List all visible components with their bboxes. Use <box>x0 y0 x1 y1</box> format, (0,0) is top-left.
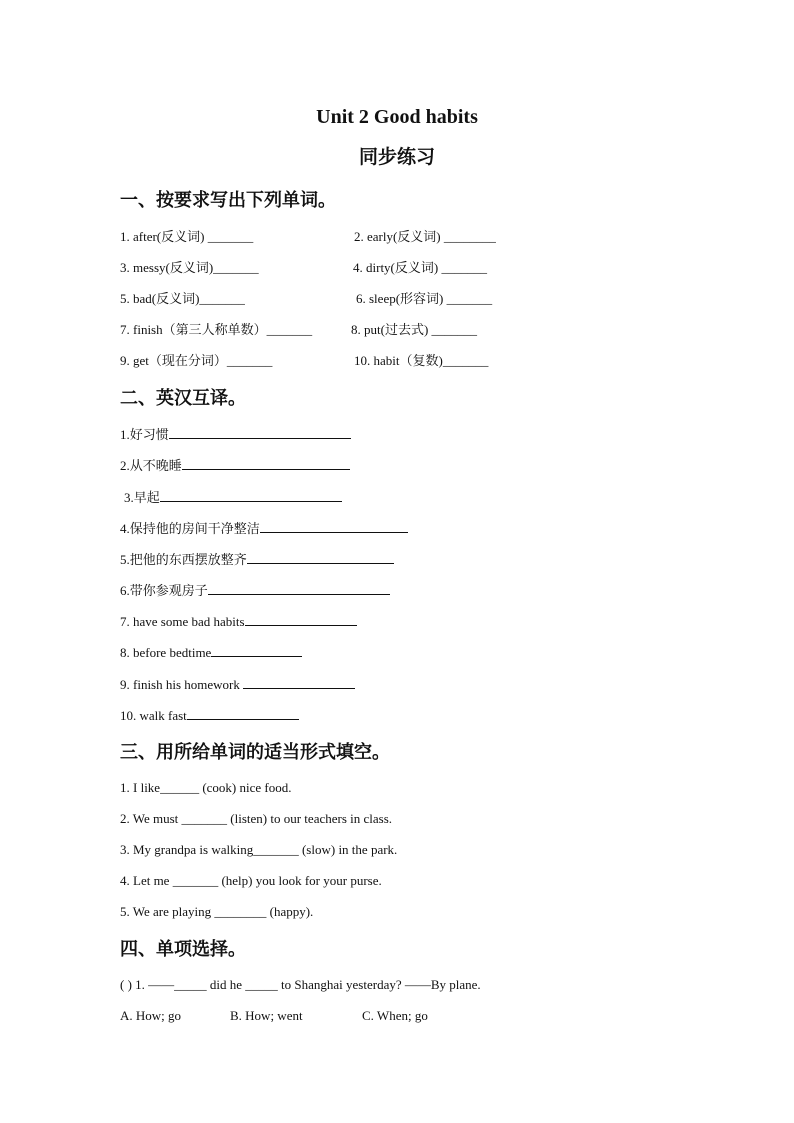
s1-item-5: 5. bad(反义词)_______ <box>120 291 245 306</box>
s1-item-3: 3. messy(反义词)_______ <box>120 260 259 275</box>
s2-item-5: 5.把他的东西摆放整齐 <box>120 550 394 569</box>
s1-item-6: 6. sleep(形容词) _______ <box>356 291 493 306</box>
s2-item-4: 4.保持他的房间干净整洁 <box>120 519 408 538</box>
s3-item-3: 3. My grandpa is walking_______ (slow) in the park. <box>120 842 398 857</box>
section-1-heading: 一、按要求写出下列单词。 <box>120 190 336 210</box>
s2-item-1: 1.好习惯 <box>120 425 351 444</box>
answer-blank[interactable] <box>245 612 357 626</box>
s1-item-1: 1. after(反义词) _______ <box>120 229 254 244</box>
s1-item-4: 4. dirty(反义词) _______ <box>353 260 487 275</box>
s1-item-2: 2. early(反义词) ________ <box>354 229 496 244</box>
s2-item-2: 2.从不晚睡 <box>120 456 350 475</box>
answer-blank[interactable] <box>182 456 350 470</box>
s3-item-5: 5. We are playing ________ (happy). <box>120 904 314 919</box>
answer-blank[interactable] <box>247 550 394 564</box>
s2-item-9: 9. finish his homework <box>120 675 355 694</box>
s1-item-7: 7. finish（第三人称单数）_______ <box>120 322 313 337</box>
answer-blank[interactable] <box>208 581 390 595</box>
answer-blank[interactable] <box>243 675 355 689</box>
s2-item-6: 6.带你参观房子 <box>120 581 390 600</box>
section-2-heading: 二、英汉互译。 <box>120 388 246 408</box>
s1-item-10: 10. habit（复数)_______ <box>354 353 489 368</box>
section-3-heading: 三、用所给单词的适当形式填空。 <box>120 742 390 762</box>
answer-blank[interactable] <box>160 488 342 502</box>
answer-blank[interactable] <box>260 519 408 533</box>
page-title: Unit 2 Good habits <box>316 106 478 128</box>
section-4-heading: 四、单项选择。 <box>120 939 246 959</box>
s1-item-8: 8. put(过去式) _______ <box>351 322 478 337</box>
s2-item-10: 10. walk fast <box>120 706 299 725</box>
s2-item-3: 3.早起 <box>124 488 342 507</box>
s2-item-7: 7. have some bad habits <box>120 612 357 631</box>
s4-question-1: ( ) 1. ——_____ did he _____ to Shanghai yesterday? ——By plane. <box>120 977 481 992</box>
s1-item-9: 9. get（现在分词）_______ <box>120 353 273 368</box>
s3-item-1: 1. I like______ (cook) nice food. <box>120 780 292 795</box>
page-subtitle: 同步练习 <box>358 147 435 168</box>
s4-option-c: C. When; go <box>362 1008 428 1023</box>
s3-item-2: 2. We must _______ (listen) to our teachers in class. <box>120 811 393 826</box>
s3-item-4: 4. Let me _______ (help) you look for your purse. <box>120 873 382 888</box>
answer-blank[interactable] <box>187 706 299 720</box>
answer-blank[interactable] <box>211 643 302 657</box>
s4-option-b: B. How; went <box>230 1008 303 1023</box>
s2-item-8: 8. before bedtime <box>120 643 302 662</box>
s4-option-a: A. How; go <box>120 1008 182 1023</box>
answer-blank[interactable] <box>169 425 351 439</box>
